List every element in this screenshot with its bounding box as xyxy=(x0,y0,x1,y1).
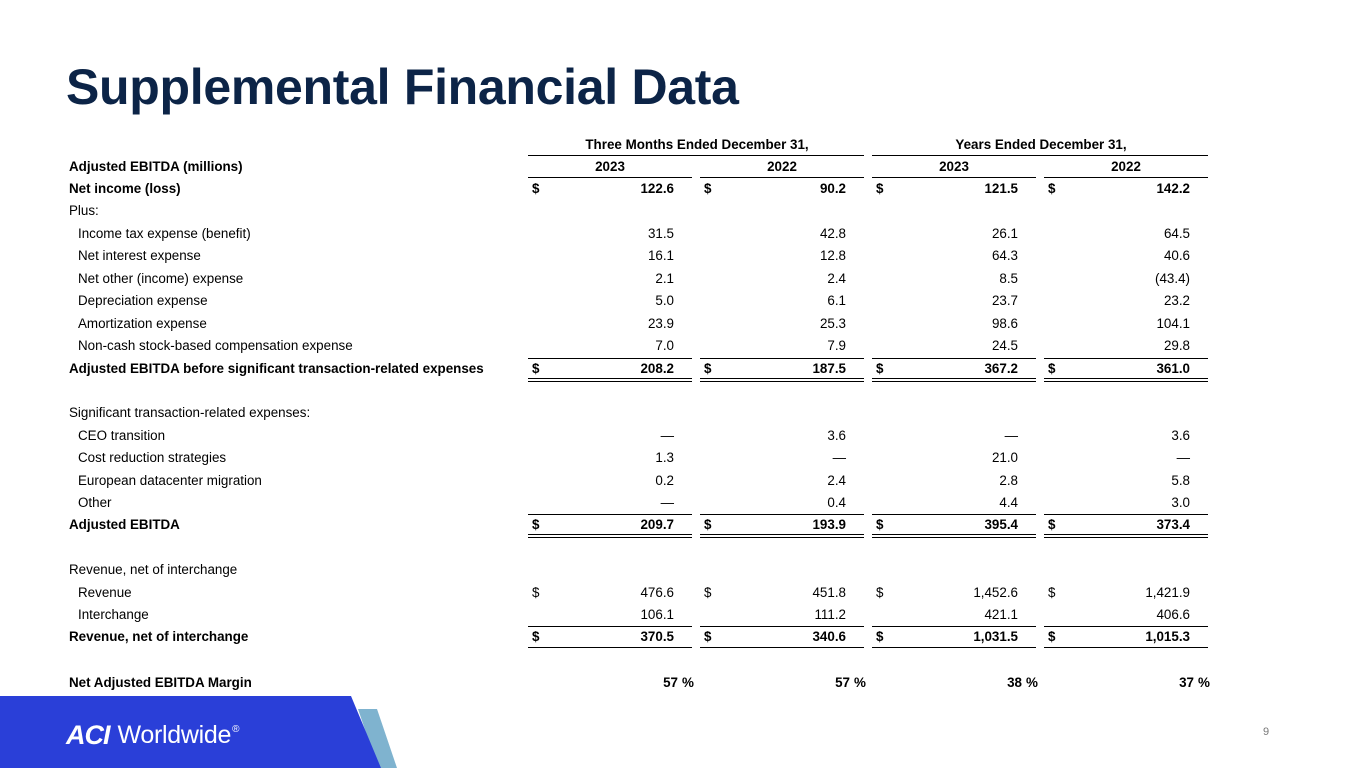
cell-value: 208.2 xyxy=(640,361,674,376)
row-label: Significant transaction-related expenses: xyxy=(69,405,311,420)
cell-value: 24.5 xyxy=(991,338,1018,353)
dollar-sign: $ xyxy=(1048,517,1056,532)
cell-value: 106.1 xyxy=(640,607,674,622)
cell-value: 209.7 xyxy=(640,517,674,532)
total-double-rule xyxy=(700,378,864,379)
column-underline-1 xyxy=(700,177,864,178)
cell-value: 3.0 xyxy=(1171,495,1190,510)
column-underline-3 xyxy=(1044,177,1208,178)
total-double-rule xyxy=(872,381,1036,382)
total-rule xyxy=(1044,647,1208,648)
total-double-rule xyxy=(1044,378,1208,379)
row-label: Revenue, net of interchange xyxy=(69,629,249,644)
cell-value: 57 xyxy=(663,675,678,690)
cell-value: 90.2 xyxy=(819,181,846,196)
total-double-rule xyxy=(528,537,692,538)
cell-value: 4.4 xyxy=(999,495,1018,510)
total-double-rule xyxy=(700,537,864,538)
row-label: Other xyxy=(78,495,112,510)
row-label: Income tax expense (benefit) xyxy=(78,226,251,241)
dollar-sign: $ xyxy=(532,361,540,376)
cell-value: 370.5 xyxy=(640,629,674,644)
dollar-sign: $ xyxy=(704,517,712,532)
cell-value: 1,452.6 xyxy=(973,585,1018,600)
cell-value: 0.4 xyxy=(827,495,846,510)
dollar-sign: $ xyxy=(532,181,540,196)
cell-value: 104.1 xyxy=(1156,316,1190,331)
dollar-sign: $ xyxy=(704,361,712,376)
dollar-sign: $ xyxy=(532,517,540,532)
dollar-sign: $ xyxy=(704,585,712,600)
cell-value: 57 xyxy=(835,675,850,690)
row-label: Adjusted EBITDA before significant transaction-related expenses xyxy=(69,361,484,376)
cell-value: 21.0 xyxy=(991,450,1018,465)
column-underline-2 xyxy=(872,177,1036,178)
cell-value: 2.1 xyxy=(655,271,674,286)
total-double-rule xyxy=(872,534,1036,535)
cell-value: 2.8 xyxy=(999,473,1018,488)
cell-value: 142.2 xyxy=(1156,181,1190,196)
cell-value: 31.5 xyxy=(647,226,674,241)
cell-value: 340.6 xyxy=(812,629,846,644)
dollar-sign: $ xyxy=(532,585,540,600)
cell-value: 373.4 xyxy=(1156,517,1190,532)
cell-value: 5.0 xyxy=(655,293,674,308)
page-number: 9 xyxy=(1263,726,1270,738)
cell-value: 451.8 xyxy=(812,585,846,600)
logo-wordmark: Worldwide xyxy=(117,721,232,749)
total-rule xyxy=(700,647,864,648)
cell-value: — xyxy=(832,450,846,465)
row-label: Cost reduction strategies xyxy=(78,450,227,465)
cell-value: 3.6 xyxy=(827,428,846,443)
row-label: Depreciation expense xyxy=(78,293,208,308)
subtotal-rule xyxy=(872,358,1036,359)
row-label: Net Adjusted EBITDA Margin xyxy=(69,675,252,690)
cell-value: (43.4) xyxy=(1155,271,1190,286)
cell-value: 23.9 xyxy=(647,316,674,331)
cell-value: 1,031.5 xyxy=(973,629,1018,644)
cell-value: 40.6 xyxy=(1163,248,1190,263)
total-double-rule xyxy=(1044,381,1208,382)
row-label: Revenue, net of interchange xyxy=(69,562,238,577)
percent-sign: % xyxy=(1198,675,1210,690)
total-double-rule xyxy=(700,381,864,382)
cell-value: 187.5 xyxy=(812,361,846,376)
cell-value: — xyxy=(660,495,674,510)
cell-value: 5.8 xyxy=(1171,473,1190,488)
dollar-sign: $ xyxy=(876,585,884,600)
dollar-sign: $ xyxy=(1048,361,1056,376)
cell-value: 37 xyxy=(1179,675,1194,690)
subtotal-rule xyxy=(872,514,1036,515)
cell-value: 1.3 xyxy=(655,450,674,465)
total-rule xyxy=(872,647,1036,648)
cell-value: 111.2 xyxy=(814,607,846,622)
cell-value: 64.3 xyxy=(991,248,1018,263)
subtotal-rule xyxy=(872,626,1036,627)
cell-value: 121.5 xyxy=(984,181,1018,196)
dollar-sign: $ xyxy=(532,629,540,644)
subtotal-rule xyxy=(700,626,864,627)
cell-value: 2.4 xyxy=(827,271,846,286)
group-header-years: Years Ended December 31, xyxy=(955,137,1127,152)
page-title: Supplemental Financial Data xyxy=(66,59,739,115)
dollar-sign: $ xyxy=(704,629,712,644)
cell-value: 0.2 xyxy=(655,473,674,488)
dollar-sign: $ xyxy=(1048,629,1056,644)
total-double-rule xyxy=(872,537,1036,538)
section-label: Adjusted EBITDA (millions) xyxy=(69,159,243,174)
percent-sign: % xyxy=(854,675,866,690)
row-label: Amortization expense xyxy=(78,316,207,331)
cell-value: 7.0 xyxy=(655,338,674,353)
cell-value: 1,015.3 xyxy=(1145,629,1190,644)
cell-value: 64.5 xyxy=(1163,226,1190,241)
subtotal-rule xyxy=(528,358,692,359)
cell-value: 122.6 xyxy=(640,181,674,196)
cell-value: 361.0 xyxy=(1156,361,1190,376)
total-double-rule xyxy=(1044,534,1208,535)
cell-value: 6.1 xyxy=(827,293,846,308)
column-header-1: 2022 xyxy=(767,159,797,174)
row-label: Adjusted EBITDA xyxy=(69,517,180,532)
company-logo xyxy=(66,720,239,750)
cell-value: — xyxy=(660,428,674,443)
cell-value: 12.8 xyxy=(819,248,846,263)
row-label: Net other (income) expense xyxy=(78,271,244,286)
subtotal-rule xyxy=(528,514,692,515)
dollar-sign: $ xyxy=(876,517,884,532)
dollar-sign: $ xyxy=(876,181,884,196)
total-double-rule xyxy=(700,534,864,535)
dollar-sign: $ xyxy=(704,181,712,196)
cell-value: 406.6 xyxy=(1156,607,1190,622)
registered-mark: ® xyxy=(232,724,240,735)
row-label: Net interest expense xyxy=(78,248,201,263)
cell-value: 193.9 xyxy=(812,517,846,532)
dollar-sign: $ xyxy=(876,361,884,376)
logo-mark: ACI xyxy=(66,720,110,750)
total-double-rule xyxy=(1044,537,1208,538)
cell-value: 23.2 xyxy=(1163,293,1190,308)
total-double-rule xyxy=(528,378,692,379)
column-header-0: 2023 xyxy=(595,159,625,174)
dollar-sign: $ xyxy=(1048,585,1056,600)
cell-value: 29.8 xyxy=(1163,338,1190,353)
total-double-rule xyxy=(872,378,1036,379)
cell-value: 38 xyxy=(1007,675,1022,690)
column-header-3: 2022 xyxy=(1111,159,1141,174)
cell-value: 26.1 xyxy=(991,226,1018,241)
percent-sign: % xyxy=(682,675,694,690)
group-underline-years xyxy=(872,155,1208,156)
cell-value: 395.4 xyxy=(984,517,1018,532)
subtotal-rule xyxy=(528,626,692,627)
group-header-three-months: Three Months Ended December 31, xyxy=(585,137,809,152)
row-label: Revenue xyxy=(78,585,132,600)
group-underline-three-months xyxy=(528,155,864,156)
cell-value: 1,421.9 xyxy=(1145,585,1190,600)
cell-value: 421.1 xyxy=(984,607,1018,622)
row-label: Non-cash stock-based compensation expense xyxy=(78,338,353,353)
column-header-2: 2023 xyxy=(939,159,969,174)
subtotal-rule xyxy=(1044,358,1208,359)
row-label: European datacenter migration xyxy=(78,473,262,488)
cell-value: 367.2 xyxy=(984,361,1018,376)
row-label: Plus: xyxy=(69,203,99,218)
cell-value: 2.4 xyxy=(827,473,846,488)
cell-value: 476.6 xyxy=(640,585,674,600)
subtotal-rule xyxy=(1044,626,1208,627)
cell-value: 7.9 xyxy=(827,338,846,353)
total-double-rule xyxy=(528,534,692,535)
dollar-sign: $ xyxy=(1048,181,1056,196)
dollar-sign: $ xyxy=(876,629,884,644)
cell-value: 16.1 xyxy=(647,248,674,263)
cell-value: 25.3 xyxy=(819,316,846,331)
subtotal-rule xyxy=(700,514,864,515)
total-rule xyxy=(528,647,692,648)
column-underline-0 xyxy=(528,177,692,178)
cell-value: 8.5 xyxy=(999,271,1018,286)
row-label: CEO transition xyxy=(78,428,166,443)
subtotal-rule xyxy=(700,358,864,359)
cell-value: — xyxy=(1004,428,1018,443)
cell-value: 98.6 xyxy=(991,316,1018,331)
cell-value: — xyxy=(1176,450,1190,465)
cell-value: 42.8 xyxy=(819,226,846,241)
total-double-rule xyxy=(528,381,692,382)
percent-sign: % xyxy=(1026,675,1038,690)
cell-value: 3.6 xyxy=(1171,428,1190,443)
row-label: Net income (loss) xyxy=(69,181,181,196)
row-label: Interchange xyxy=(78,607,149,622)
subtotal-rule xyxy=(1044,514,1208,515)
cell-value: 23.7 xyxy=(991,293,1018,308)
